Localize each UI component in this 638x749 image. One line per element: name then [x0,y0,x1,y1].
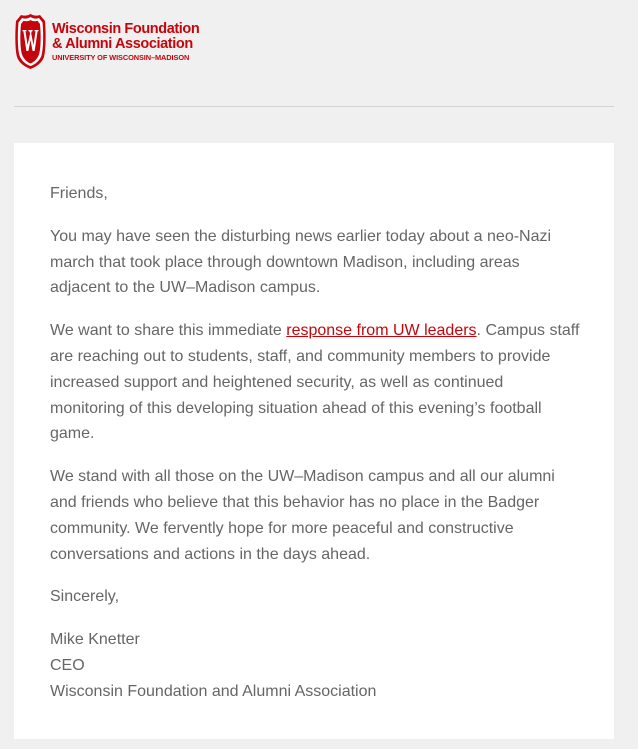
logo-line-1: Wisconsin Foundation [52,20,200,37]
greeting: Friends, [50,185,108,202]
header-divider [14,106,614,107]
paragraph-2-after: . Campus staff are reaching out to students, staff, and community members to provide increased support and heightened security, as well as continued monitoring of this developing situation ahead of this evening’s football game. [50,322,580,443]
signature-organization: Wisconsin Foundation and Alumni Association [50,682,377,700]
logo-line-2: & Alumni Association [52,35,193,52]
crest-icon [14,13,47,70]
closing: Sincerely, [50,588,120,606]
paragraph-1: You may have seen the disturbing news earlier today about a neo-Nazi march that took place through downtown Madison, including areas adjacent to the UW–Madison campus. [50,227,552,297]
signature-title: CEO [50,656,85,674]
response-link[interactable]: response from UW leaders [286,322,477,340]
wfaa-logo[interactable] [14,13,199,70]
signature-name: Mike Knetter [50,631,140,649]
signature [50,627,580,704]
logo-wordmark [52,22,199,61]
logo-line-3: UNIVERSITY OF WISCONSIN–MADISON [52,52,190,62]
email-body-card [14,143,614,739]
email-header [0,0,638,107]
paragraph-2 [50,318,580,447]
paragraph-3: We stand with all those on the UW–Madison campus and all our alumni and friends who believe that this behavior has no place in the Badger community. We fervently hope for more peaceful and constructive conversations and actions in the days ahead. [50,468,555,563]
email-content [50,181,580,722]
paragraph-2-before: We want to share this immediate [50,322,287,340]
